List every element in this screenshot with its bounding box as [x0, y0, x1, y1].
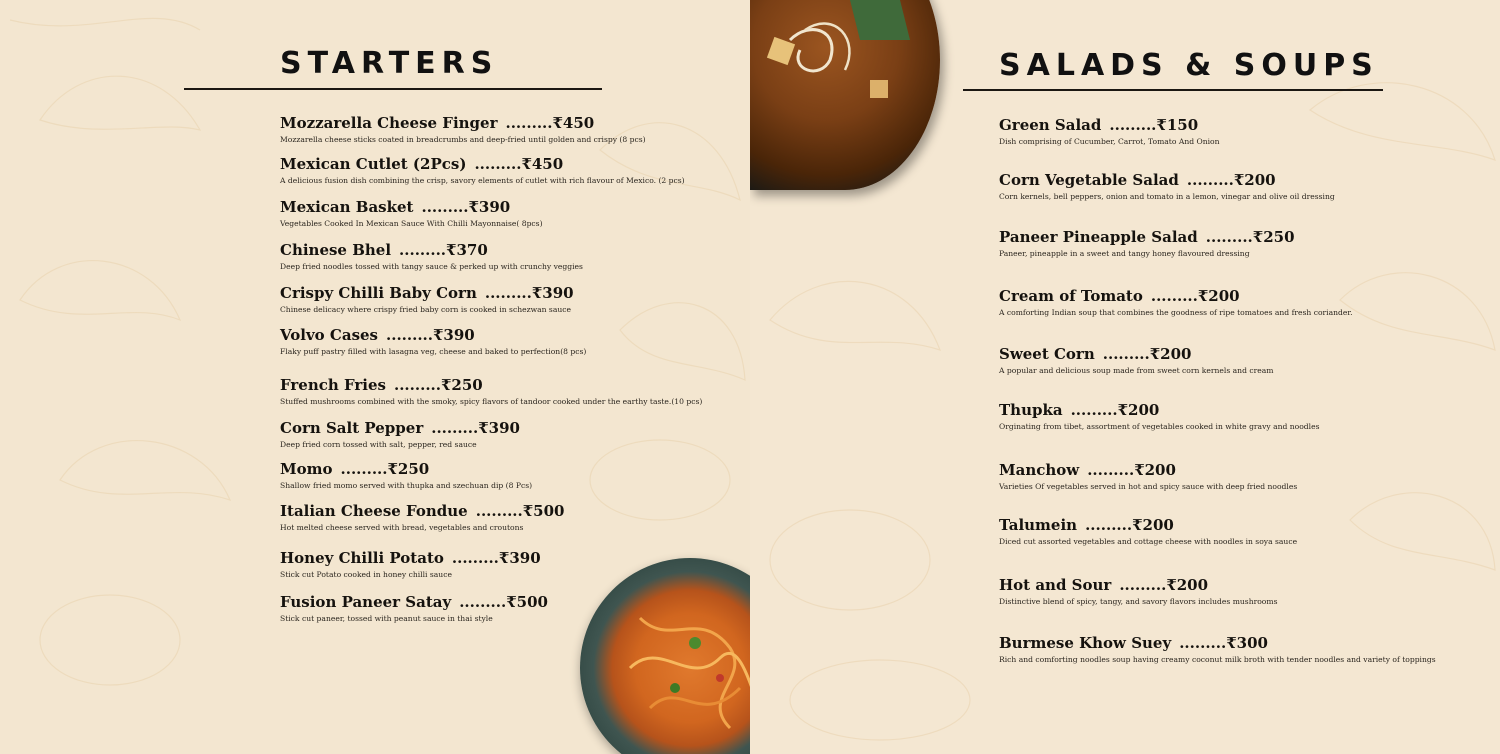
menu-item-heading — [280, 419, 520, 437]
menu-item-heading — [280, 198, 543, 216]
menu-item-name: Momo — [280, 460, 333, 478]
menu-item-price: ₹450 — [521, 155, 564, 173]
menu-item-description: Mozzarella cheese sticks coated in breadcrumbs and deep-fried until golden and crispy (8 pcs) — [280, 135, 646, 144]
menu-item-name: Cream of Tomato — [999, 287, 1143, 305]
menu-item-heading — [280, 114, 646, 132]
menu-item-price: ₹200 — [1149, 345, 1192, 363]
menu-item — [280, 376, 702, 407]
menu-item — [999, 461, 1297, 492]
menu-item-description: Dish comprising of Cucumber, Carrot, Tomato And Onion — [999, 137, 1220, 146]
menu-item-description: Chinese delicacy where crispy fried baby corn is cooked in schezwan sauce — [280, 305, 571, 314]
price-leader-dots: ......... — [475, 502, 523, 520]
menu-item-price: ₹390 — [478, 419, 520, 437]
menu-item-name: Green Salad — [999, 116, 1102, 134]
price-leader-dots: ......... — [340, 460, 388, 478]
starters-title-rule — [184, 88, 602, 90]
menu-item-heading — [280, 284, 574, 302]
menu-item-heading — [999, 171, 1335, 189]
price-leader-dots: ......... — [421, 198, 469, 216]
menu-item-description: Varieties Of vegetables served in hot and spicy sauce with deep fried noodles — [999, 482, 1298, 491]
menu-item-price: ₹150 — [1156, 116, 1199, 134]
menu-item-name: Volvo Cases — [280, 326, 378, 344]
soup-noodles-image — [750, 0, 940, 190]
menu-item-price: ₹300 — [1226, 634, 1268, 652]
menu-item-description: Shallow fried momo served with thupka and szechuan dip (8 Pcs) — [280, 481, 533, 490]
price-leader-dots: ......... — [1186, 171, 1234, 189]
menu-item-description: A popular and delicious soup made from sweet corn kernels and cream — [999, 366, 1274, 375]
menu-item-description: Flaky puff pastry filled with lasagna veg, cheese and baked to perfection(8 pcs) — [280, 347, 587, 356]
menu-item-heading — [999, 461, 1297, 479]
menu-item-description: Hot melted cheese served with bread, vegetables and croutons — [280, 523, 524, 532]
menu-item-description: Stick cut Potato cooked in honey chilli sauce — [280, 570, 452, 579]
menu-item — [280, 460, 532, 491]
menu-item-description: Deep fried corn tossed with salt, pepper, red sauce — [280, 440, 477, 449]
salads-soups-title: SALADS & SOUPS — [999, 48, 1379, 83]
menu-item-price: ₹390 — [498, 549, 541, 567]
menu-item-description: Stuffed mushrooms combined with the smoky, spicy flavors of tandoor cooked under the earthy taste.(10 pcs) — [280, 397, 703, 406]
menu-item-heading — [280, 155, 685, 173]
menu-item-name: Mozzarella Cheese Finger — [280, 114, 498, 132]
menu-item-price: ₹390 — [433, 326, 475, 344]
menu-item-price: ₹200 — [1132, 516, 1174, 534]
menu-item — [280, 241, 583, 272]
price-leader-dots: ......... — [1119, 576, 1167, 594]
menu-item-heading — [999, 228, 1295, 246]
menu-item-description: Deep fried noodles tossed with tangy sauce & perked up with crunchy veggies — [280, 262, 583, 271]
menu-item-price: ₹200 — [1197, 287, 1240, 305]
price-leader-dots: ......... — [1150, 287, 1198, 305]
price-leader-dots: ......... — [393, 376, 441, 394]
menu-item-name: Fusion Paneer Satay — [280, 593, 452, 611]
menu-item-price: ₹450 — [552, 114, 595, 132]
menu-item-name: Hot and Sour — [999, 576, 1112, 594]
menu-item — [280, 155, 685, 186]
menu-item — [999, 345, 1273, 376]
price-leader-dots: ......... — [451, 549, 499, 567]
price-leader-dots: ......... — [1085, 516, 1133, 534]
menu-item — [999, 576, 1277, 607]
noodle-dish-photo — [580, 558, 750, 754]
menu-item — [280, 502, 564, 533]
menu-item — [999, 116, 1220, 147]
menu-item-price: ₹200 — [1166, 576, 1209, 594]
menu-item-name: Italian Cheese Fondue — [280, 502, 468, 520]
menu-item-name: Honey Chilli Potato — [280, 549, 444, 567]
menu-item-price: ₹390 — [468, 198, 511, 216]
menu-item-price: ₹500 — [522, 502, 565, 520]
menu-item-heading — [999, 116, 1220, 134]
price-leader-dots: ......... — [1109, 116, 1157, 134]
menu-item — [280, 198, 543, 229]
menu-item-description: A delicious fusion dish combining the crisp, savory elements of cutlet with rich flavour of Mexico. (2 pcs) — [280, 176, 685, 185]
menu-item — [999, 287, 1353, 318]
menu-item-name: Mexican Basket — [280, 198, 414, 216]
menu-item-name: French Fries — [280, 376, 386, 394]
menu-item — [999, 516, 1297, 547]
menu-item-heading — [280, 376, 702, 394]
price-leader-dots: ......... — [474, 155, 522, 173]
salads-soups-page — [750, 0, 1500, 754]
menu-item-heading — [999, 401, 1319, 419]
menu-item-heading — [999, 345, 1273, 363]
menu-item-heading — [280, 502, 564, 520]
menu-item-name: Talumein — [999, 516, 1078, 534]
price-leader-dots: ......... — [484, 284, 532, 302]
menu-item — [280, 284, 574, 315]
menu-item-description: Orginating from tibet, assortment of vegetables cooked in white gravy and noodles — [999, 422, 1320, 431]
menu-item-price: ₹200 — [1134, 461, 1176, 479]
price-leader-dots: ......... — [1205, 228, 1253, 246]
price-leader-dots: ......... — [399, 241, 447, 259]
menu-item-heading — [999, 516, 1297, 534]
price-leader-dots: ......... — [505, 114, 553, 132]
menu-item-price: ₹200 — [1233, 171, 1276, 189]
menu-item-price: ₹250 — [1252, 228, 1295, 246]
menu-item-heading — [999, 287, 1353, 305]
menu-item-name: Burmese Khow Suey — [999, 634, 1172, 652]
price-leader-dots: ......... — [1102, 345, 1150, 363]
menu-item-name: Crispy Chilli Baby Corn — [280, 284, 477, 302]
menu-item-heading — [280, 549, 541, 567]
price-leader-dots: ......... — [1087, 461, 1135, 479]
soup-bowl-photo — [750, 0, 940, 190]
menu-item-description: Paneer, pineapple in a sweet and tangy honey flavoured dressing — [999, 249, 1250, 258]
menu-item-description: Stick cut paneer, tossed with peanut sauce in thai style — [280, 614, 493, 623]
noodle-strands-image — [580, 558, 750, 754]
starters-title: STARTERS — [280, 46, 499, 81]
menu-item-price: ₹200 — [1117, 401, 1160, 419]
menu-item-name: Sweet Corn — [999, 345, 1095, 363]
salads-soups-title-rule — [963, 89, 1383, 91]
menu-item-heading — [280, 460, 532, 478]
menu-item-name: Corn Salt Pepper — [280, 419, 424, 437]
price-leader-dots: ......... — [431, 419, 479, 437]
menu-item-heading — [280, 241, 583, 259]
menu-item — [999, 634, 1436, 665]
menu-item-price: ₹390 — [531, 284, 574, 302]
menu-item-name: Paneer Pineapple Salad — [999, 228, 1198, 246]
menu-item — [280, 326, 586, 357]
menu-item-description: A comforting Indian soup that combines the goodness of ripe tomatoes and fresh coriander. — [999, 308, 1353, 317]
price-leader-dots: ......... — [1070, 401, 1118, 419]
menu-item-name: Mexican Cutlet (2Pcs) — [280, 155, 467, 173]
menu-item-price: ₹250 — [440, 376, 483, 394]
price-leader-dots: ......... — [459, 593, 507, 611]
menu-item-price: ₹370 — [446, 241, 488, 259]
menu-item — [280, 419, 520, 450]
price-leader-dots: ......... — [386, 326, 433, 344]
menu-item-description: Distinctive blend of spicy, tangy, and savory flavors includes mushrooms — [999, 597, 1278, 606]
menu-item-price: ₹500 — [506, 593, 548, 611]
menu-item-heading — [280, 326, 586, 344]
menu-item-description: Diced cut assorted vegetables and cottage cheese with noodles in soya sauce — [999, 537, 1298, 546]
menu-item-name: Thupka — [999, 401, 1063, 419]
menu-item-name: Manchow — [999, 461, 1080, 479]
menu-item-price: ₹250 — [387, 460, 430, 478]
menu-item-heading — [280, 593, 548, 611]
menu-item — [999, 228, 1295, 259]
menu-item-heading — [999, 576, 1277, 594]
menu-item-description: Corn kernels, bell peppers, onion and tomato in a lemon, vinegar and olive oil dressing — [999, 192, 1335, 201]
price-leader-dots: ......... — [1179, 634, 1227, 652]
menu-item — [999, 401, 1319, 432]
menu-item-description: Rich and comforting noodles soup having creamy coconut milk broth with tender noodles and variety of toppings — [999, 655, 1436, 664]
menu-item — [280, 114, 646, 145]
menu-item-name: Chinese Bhel — [280, 241, 392, 259]
menu-item-description: Vegetables Cooked In Mexican Sauce With Chilli Mayonnaise( 8pcs) — [280, 219, 543, 228]
menu-item — [999, 171, 1335, 202]
menu-item-heading — [999, 634, 1436, 652]
menu-item-name: Corn Vegetable Salad — [999, 171, 1179, 189]
menu-item — [280, 549, 541, 580]
menu-item — [280, 593, 548, 624]
